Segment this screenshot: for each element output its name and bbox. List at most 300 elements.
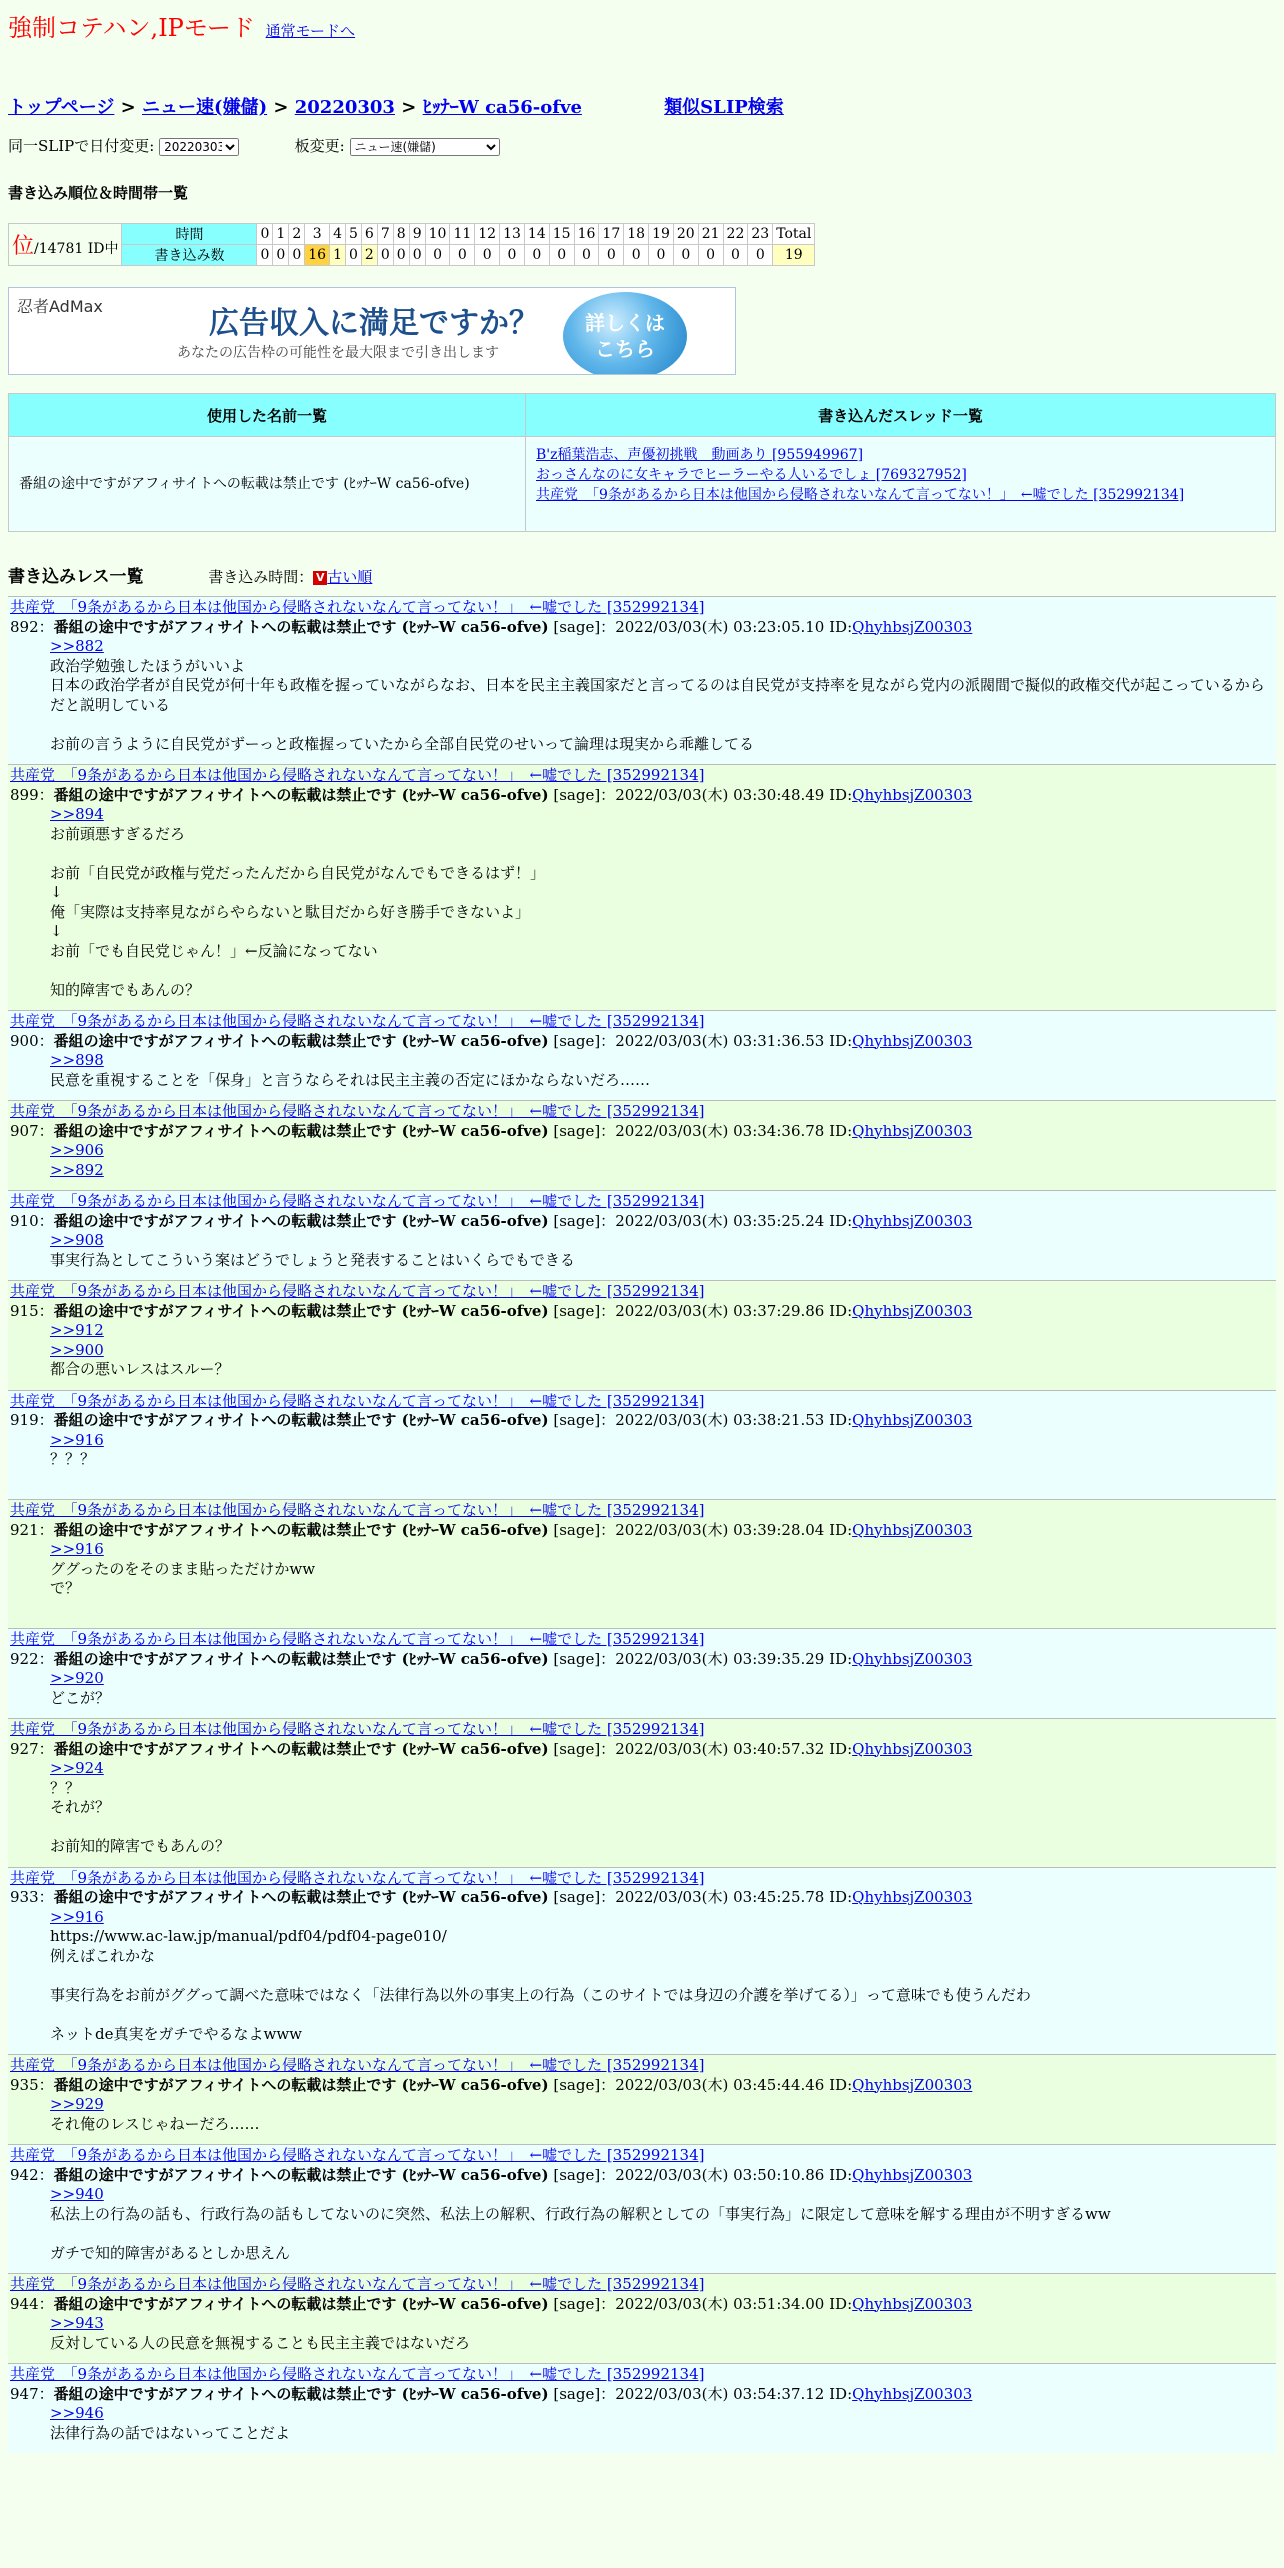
post-text-line: 事実行為としてこういう案はどうでしょうと発表することはいくらでもできる <box>50 1250 575 1269</box>
breadcrumb-top[interactable]: トップページ <box>8 97 115 118</box>
post-body <box>50 1231 1274 1270</box>
post-text-line: ネットde真実をガチでやるなよwww <box>50 2024 302 2043</box>
post-colon: ： <box>600 1888 616 1906</box>
ad-details-button[interactable] <box>563 292 687 375</box>
post-id-prefix: ID: <box>829 1121 853 1140</box>
post-thread-link[interactable]: 共産党 「9条があるから日本は他国から侵略されないなんて言ってない！」 ←嘘でした [352992134] <box>10 1282 705 1300</box>
post-colon: ： <box>38 2294 54 2313</box>
reply-anchor-link[interactable]: >>892 <box>50 1160 104 1179</box>
count-cell: 2 <box>361 245 377 266</box>
count-cell: 0 <box>346 245 362 266</box>
reply-anchor-link[interactable]: >>894 <box>50 805 104 823</box>
post-thread-link[interactable]: 共産党 「9条があるから日本は他国から侵略されないなんて言ってない！」 ←嘘でした [352992134] <box>10 1630 705 1648</box>
ad-button-line2: こちら <box>595 337 655 361</box>
post-body <box>50 1669 1274 1708</box>
hour-cell: 5 <box>346 224 362 245</box>
rank-total: /14781 ID中 <box>34 241 119 257</box>
post-text-line: お前「でも自民党じゃん！」←反論になってない <box>50 941 378 960</box>
used-name: 番組の途中ですがアフィサイトへの転載は禁止です (ﾋｯﾅｰW ca56-ofve) <box>9 437 526 532</box>
posts-title: 書き込みレス一覧 <box>8 567 144 587</box>
breadcrumb-separator: > <box>401 97 417 118</box>
post-text-line: ググったのをそのまま貼っただけかww <box>50 1559 316 1578</box>
count-total: 19 <box>773 245 815 266</box>
post-id-prefix: ID: <box>829 1301 853 1320</box>
post-name: 番組の途中ですがアフィサイトへの転載は禁止です (ﾋｯﾅｰW ca56-ofve) <box>53 1888 549 1906</box>
post-number: 900 <box>10 1031 39 1050</box>
hourly-post-table <box>8 223 815 266</box>
post-number: 907 <box>10 1121 39 1140</box>
post-sage: [sage] <box>553 1031 601 1050</box>
post-meta <box>10 1650 1274 1670</box>
post-sage: [sage] <box>553 1121 601 1140</box>
post-thread-link[interactable]: 共産党 「9条があるから日本は他国から侵略されないなんて言ってない！」 ←嘘でした [352992134] <box>10 766 705 784</box>
post-number: 922 <box>10 1649 39 1668</box>
hour-cell: 15 <box>549 224 574 245</box>
post-text-line <box>50 1818 1274 1838</box>
count-cell: 0 <box>273 245 289 266</box>
post-text-line: https://www.ac-law.jp/manual/pdf04/pdf04-page010/ <box>50 1927 447 1945</box>
names-header: 使用した名前一覧 <box>9 394 526 437</box>
post-meta <box>10 1212 1274 1232</box>
count-cell: 0 <box>450 245 475 266</box>
post-date: 2022/03/03(木) 03:45:44.46 <box>615 2075 825 2094</box>
reply-anchor-link[interactable]: >>916 <box>50 1907 104 1926</box>
post-id-prefix: ID: <box>829 1739 853 1758</box>
post-body <box>50 805 1274 1000</box>
post-colon: ： <box>38 2075 54 2094</box>
post-item <box>8 1190 1276 1280</box>
ad-title: 広告収入に満足ですか？ <box>209 306 539 341</box>
post-text-line: ↓ <box>50 922 63 940</box>
post-date: 2022/03/03(木) 03:40:57.32 <box>615 1739 825 1758</box>
count-cell: 0 <box>409 245 425 266</box>
post-text-line: お前頭悪すぎるだろ <box>50 824 186 843</box>
post-text-line: ？？ <box>50 1778 81 1797</box>
hour-cell: 1 <box>273 224 289 245</box>
reply-anchor-link[interactable]: >>943 <box>50 2314 104 2332</box>
post-name: 番組の途中ですがアフィサイトへの転載は禁止です (ﾋｯﾅｰW ca56-ofve) <box>53 1649 549 1668</box>
breadcrumb-slip[interactable]: ﾋｯﾅｰW ca56-ofve <box>422 97 582 118</box>
post-sage: [sage] <box>553 785 601 804</box>
post-name: 番組の途中ですがアフィサイトへの転載は禁止です (ﾋｯﾅｰW ca56-ofve) <box>53 785 549 804</box>
reply-anchor-link[interactable]: >>912 <box>50 1321 104 1339</box>
post-sage: [sage] <box>553 1520 601 1539</box>
post-colon: ： <box>600 2294 616 2313</box>
post-colon: ： <box>600 1520 616 1539</box>
post-colon: ： <box>38 1888 54 1906</box>
count-cell: 0 <box>549 245 574 266</box>
post-item <box>8 1718 1276 1867</box>
post-thread-link[interactable]: 共産党 「9条があるから日本は他国から侵略されないなんて言ってない！」 ←嘘でした [352992134] <box>10 2275 705 2293</box>
post-sage: [sage] <box>553 2294 601 2313</box>
ranking-heading: 書き込み順位＆時間帯一覧 <box>8 184 189 202</box>
post-body <box>50 637 1274 754</box>
post-name: 番組の途中ですがアフィサイトへの転載は禁止です (ﾋｯﾅｰW ca56-ofve) <box>53 1520 549 1539</box>
post-colon: ： <box>600 1301 616 1320</box>
count-cell: 0 <box>289 245 305 266</box>
post-id-link[interactable]: QhyhbsjZ00303 <box>852 2294 973 2313</box>
post-text-line: 例えばこれかな <box>50 1946 156 1965</box>
hour-cell: 13 <box>500 224 525 245</box>
post-body <box>50 1759 1274 1857</box>
hour-cell: 17 <box>599 224 624 245</box>
post-meta <box>10 1032 1274 1052</box>
ad-button-line1: 詳しくは <box>585 311 665 335</box>
post-meta <box>10 2385 1274 2405</box>
posts-heading <box>8 562 1276 586</box>
post-text-line: 都合の悪いレスはスルー？ <box>50 1360 230 1378</box>
post-id-link[interactable]: QhyhbsjZ00303 <box>852 1301 973 1320</box>
post-colon: ： <box>38 1211 54 1230</box>
sort-order-icon: V <box>313 571 327 585</box>
post-sage: [sage] <box>553 2384 601 2403</box>
post-id-link[interactable]: QhyhbsjZ00303 <box>852 1520 973 1539</box>
hour-cell: 22 <box>723 224 748 245</box>
hour-total-header: Total <box>773 224 815 245</box>
post-id-prefix: ID: <box>829 1649 853 1668</box>
post-id-link[interactable]: QhyhbsjZ00303 <box>852 785 973 804</box>
post-meta <box>10 1411 1274 1431</box>
post-text-line: お前の言うように自民党がずーっと政権握っていたから全部自民党のせいって論理は現実から乖離してる <box>50 734 754 753</box>
post-date: 2022/03/03(木) 03:39:35.29 <box>615 1649 825 1668</box>
post-text-line: 知的障害でもあんの？ <box>50 980 201 999</box>
post-id-link[interactable]: QhyhbsjZ00303 <box>852 1888 973 1906</box>
post-item <box>8 1867 1276 2055</box>
post-colon: ： <box>600 617 616 636</box>
post-id-link[interactable]: QhyhbsjZ00303 <box>852 1739 973 1758</box>
post-thread-link[interactable]: 共産党 「9条があるから日本は他国から侵略されないなんて言ってない！」 ←嘘でした [352992134] <box>10 2146 705 2164</box>
count-cell: 0 <box>574 245 599 266</box>
time-row-label: 時間 <box>122 224 257 245</box>
names-threads-table <box>8 393 1276 532</box>
post-colon: ： <box>600 2075 616 2094</box>
sort-oldest-link[interactable]: 古い順 <box>327 568 373 586</box>
post-text-line: ？？？ <box>50 1450 96 1468</box>
post-meta <box>10 786 1274 806</box>
post-meta <box>10 1521 1274 1541</box>
reply-anchor-link[interactable]: >>920 <box>50 1669 104 1687</box>
count-cell: 0 <box>475 245 500 266</box>
count-cell: 0 <box>393 245 409 266</box>
post-body <box>50 1540 1274 1618</box>
post-thread-link[interactable]: 共産党 「9条があるから日本は他国から侵略されないなんて言ってない！」 ←嘘でした [352992134] <box>10 1501 705 1519</box>
post-colon: ： <box>38 1649 54 1668</box>
post-body <box>50 2095 1274 2134</box>
post-meta <box>10 618 1274 638</box>
count-cell: 0 <box>257 245 273 266</box>
board-select-label: 板変更: <box>294 137 345 155</box>
hour-cell: 14 <box>524 224 549 245</box>
post-colon: ： <box>38 2165 54 2184</box>
post-name: 番組の途中ですがアフィサイトへの転載は禁止です (ﾋｯﾅｰW ca56-ofve) <box>53 617 549 636</box>
post-id-link[interactable]: QhyhbsjZ00303 <box>852 1121 973 1140</box>
post-colon: ： <box>38 617 54 636</box>
post-sage: [sage] <box>553 2075 601 2094</box>
post-body <box>50 2314 1274 2353</box>
post-item <box>8 2273 1276 2363</box>
post-text-line: 事実行為をお前がググって調べた意味ではなく「法律行為以外の事実上の行為（このサイトでは身辺の介護を挙げてる）」って意味でも使うんだわ <box>50 1985 1031 2004</box>
post-text-line <box>50 1966 1274 1986</box>
post-sage: [sage] <box>553 617 601 636</box>
hour-cell: 10 <box>425 224 450 245</box>
post-text-line <box>50 844 1274 864</box>
post-body <box>50 1051 1274 1090</box>
post-name: 番組の途中ですがアフィサイトへの転載は禁止です (ﾋｯﾅｰW ca56-ofve) <box>53 1411 549 1429</box>
breadcrumb-separator: > <box>273 97 289 118</box>
post-name: 番組の途中ですがアフィサイトへの転載は禁止です (ﾋｯﾅｰW ca56-ofve) <box>53 1211 549 1230</box>
post-number: 947 <box>10 2384 39 2403</box>
post-date: 2022/03/03(木) 03:54:37.12 <box>615 2384 825 2403</box>
hour-cell: 18 <box>624 224 649 245</box>
reply-anchor-link[interactable]: >>940 <box>50 2185 104 2203</box>
post-text-line: ガチで知的障害があるとしか思えん <box>50 2243 291 2262</box>
post-sage: [sage] <box>553 1301 601 1320</box>
post-name: 番組の途中ですがアフィサイトへの転載は禁止です (ﾋｯﾅｰW ca56-ofve) <box>53 1301 549 1320</box>
post-date: 2022/03/03(木) 03:30:48.49 <box>615 785 825 804</box>
reply-anchor-link[interactable]: >>898 <box>50 1051 104 1069</box>
post-colon: ： <box>600 1649 616 1668</box>
count-cell: 1 <box>330 245 346 266</box>
ad-logo: 忍者AdMax <box>17 297 103 316</box>
hour-cell: 3 <box>305 224 330 245</box>
post-colon: ： <box>38 1121 54 1140</box>
count-cell: 16 <box>305 245 330 266</box>
hour-cell: 19 <box>649 224 674 245</box>
similar-slip-search-link[interactable]: 類似SLIP検索 <box>664 97 784 118</box>
post-thread-link[interactable]: 共産党 「9条があるから日本は他国から侵略されないなんて言ってない！」 ←嘘でした [352992134] <box>10 1012 705 1030</box>
reply-anchor-link[interactable]: >>906 <box>50 1141 104 1159</box>
date-select[interactable] <box>159 138 239 156</box>
reply-anchor-link[interactable]: >>946 <box>50 2404 104 2422</box>
post-number: 892 <box>10 617 39 636</box>
post-id-prefix: ID: <box>829 1888 853 1906</box>
post-thread-link[interactable]: 共産党 「9条があるから日本は他国から侵略されないなんて言ってない！」 ←嘘でした [352992134] <box>10 2365 705 2383</box>
post-item <box>8 1010 1276 1100</box>
post-meta <box>10 1740 1274 1760</box>
post-item <box>8 596 1276 764</box>
board-select[interactable] <box>350 138 500 156</box>
post-id-link[interactable]: QhyhbsjZ00303 <box>852 2075 973 2094</box>
hour-cell: 2 <box>289 224 305 245</box>
post-colon: ： <box>600 785 616 804</box>
normal-mode-link[interactable]: 通常モードへ <box>265 22 356 40</box>
post-thread-link[interactable]: 共産党 「9条があるから日本は他国から侵略されないなんて言ってない！」 ←嘘でした [352992134] <box>10 1868 705 1887</box>
post-name: 番組の途中ですがアフィサイトへの転載は禁止です (ﾋｯﾅｰW ca56-ofve) <box>53 2384 549 2403</box>
ad-banner[interactable] <box>8 287 736 375</box>
hour-cell: 23 <box>748 224 773 245</box>
reply-anchor-link[interactable]: >>916 <box>50 1540 104 1558</box>
count-cell: 0 <box>673 245 698 266</box>
post-colon: ： <box>600 1121 616 1140</box>
thread-list <box>526 437 1276 532</box>
post-text-line: 政治学勉強したほうがいいよ <box>50 656 246 675</box>
post-id-link[interactable]: QhyhbsjZ00303 <box>852 2165 973 2184</box>
count-cell: 0 <box>500 245 525 266</box>
post-number: 899 <box>10 785 39 804</box>
post-date: 2022/03/03(木) 03:35:25.24 <box>615 1211 825 1230</box>
post-number: 915 <box>10 1301 39 1320</box>
count-cell: 0 <box>624 245 649 266</box>
post-thread-link[interactable]: 共産党 「9条があるから日本は他国から侵略されないなんて言ってない！」 ←嘘でした [352992134] <box>10 2056 705 2074</box>
post-meta <box>10 1302 1274 1322</box>
post-text-line: で？ <box>50 1579 81 1597</box>
post-date: 2022/03/03(木) 03:37:29.86 <box>615 1301 825 1320</box>
hour-cell: 4 <box>330 224 346 245</box>
post-body <box>50 1431 1274 1490</box>
post-name: 番組の途中ですがアフィサイトへの転載は禁止です (ﾋｯﾅｰW ca56-ofve) <box>53 1121 549 1140</box>
post-text-line: どこが？ <box>50 1688 111 1707</box>
breadcrumb-date[interactable]: 20220303 <box>294 97 395 118</box>
breadcrumb <box>8 93 1276 119</box>
post-colon: ： <box>600 1739 616 1758</box>
post-list <box>8 596 1276 2453</box>
post-date: 2022/03/03(木) 03:51:34.00 <box>615 2294 825 2313</box>
breadcrumb-board[interactable]: ニュー速(嫌儲) <box>142 97 268 118</box>
hour-cell: 21 <box>698 224 723 245</box>
post-thread-link[interactable]: 共産党 「9条があるから日本は他国から侵略されないなんて言ってない！」 ←嘘でした [352992134] <box>10 1102 705 1120</box>
post-text-line: ↓ <box>50 883 63 901</box>
post-colon: ： <box>38 1031 54 1050</box>
post-id-prefix: ID: <box>829 1411 853 1429</box>
post-date: 2022/03/03(木) 03:23:05.10 <box>615 617 825 636</box>
post-id-link[interactable]: QhyhbsjZ00303 <box>852 1649 973 1668</box>
date-select-label: 同一SLIPで日付変更: <box>8 137 155 155</box>
post-item <box>8 2363 1276 2453</box>
post-date: 2022/03/03(木) 03:38:21.53 <box>615 1411 825 1429</box>
post-id-prefix: ID: <box>829 2165 853 2184</box>
post-body <box>50 2185 1274 2263</box>
post-date: 2022/03/03(木) 03:50:10.86 <box>615 2165 825 2184</box>
post-text-line: 私法上の行為の話も、行政行為の話もしてないのに突然、私法上の解釈、行政行為の解釈としての「事実行為」に限定して意味を解する理由が不明すぎるww <box>50 2204 1111 2223</box>
post-number: 910 <box>10 1211 39 1230</box>
post-sage: [sage] <box>553 2165 601 2184</box>
post-item <box>8 1100 1276 1190</box>
count-cell: 0 <box>723 245 748 266</box>
thread-link[interactable]: 共産党 「9条があるから日本は他国から侵略されないなんて言ってない！」 ←嘘でした [352992134] <box>536 487 1185 503</box>
reply-anchor-link[interactable]: >>900 <box>50 1340 104 1359</box>
post-number: 921 <box>10 1520 39 1539</box>
post-sage: [sage] <box>553 1739 601 1758</box>
hour-cell: 16 <box>574 224 599 245</box>
post-name: 番組の途中ですがアフィサイトへの転載は禁止です (ﾋｯﾅｰW ca56-ofve) <box>53 2294 549 2313</box>
post-meta <box>10 2295 1274 2315</box>
post-thread-link[interactable]: 共産党 「9条があるから日本は他国から侵略されないなんて言ってない！」 ←嘘でした [352992134] <box>10 598 705 616</box>
post-item <box>8 2054 1276 2144</box>
count-cell: 0 <box>649 245 674 266</box>
thread-link[interactable]: B'z稲葉浩志、声優初挑戦 動画あり [955949967] <box>536 447 864 463</box>
post-id-prefix: ID: <box>829 617 853 636</box>
post-id-prefix: ID: <box>829 2294 853 2313</box>
post-meta <box>10 1888 1274 1908</box>
post-thread-link[interactable]: 共産党 「9条があるから日本は他国から侵略されないなんて言ってない！」 ←嘘でした [352992134] <box>10 1192 705 1210</box>
post-id-prefix: ID: <box>829 1211 853 1230</box>
post-number: 944 <box>10 2294 39 2313</box>
reply-anchor-link[interactable]: >>929 <box>50 2095 104 2113</box>
post-text-line <box>50 2005 1274 2025</box>
count-cell: 0 <box>425 245 450 266</box>
post-item <box>8 2144 1276 2273</box>
hour-cell: 12 <box>475 224 500 245</box>
count-cell: 0 <box>698 245 723 266</box>
post-id-prefix: ID: <box>829 1520 853 1539</box>
post-name: 番組の途中ですがアフィサイトへの転載は禁止です (ﾋｯﾅｰW ca56-ofve) <box>53 2075 549 2094</box>
reply-anchor-link[interactable]: >>924 <box>50 1759 104 1777</box>
post-body <box>50 2404 1274 2443</box>
post-date: 2022/03/03(木) 03:31:36.53 <box>615 1031 825 1050</box>
post-id-prefix: ID: <box>829 2384 853 2403</box>
post-body <box>50 1908 1274 2045</box>
post-id-link[interactable]: QhyhbsjZ00303 <box>852 2384 973 2403</box>
post-date: 2022/03/03(木) 03:34:36.78 <box>615 1121 825 1140</box>
post-colon: ： <box>38 2384 54 2403</box>
reply-anchor-link[interactable]: >>882 <box>50 637 104 655</box>
hour-cell: 20 <box>673 224 698 245</box>
mode-bar <box>8 8 1276 48</box>
post-meta <box>10 2166 1274 2186</box>
count-cell: 0 <box>748 245 773 266</box>
post-item <box>8 1280 1276 1390</box>
post-thread-link[interactable]: 共産党 「9条があるから日本は他国から侵略されないなんて言ってない！」 ←嘘でした [352992134] <box>10 1391 705 1410</box>
post-thread-link[interactable]: 共産党 「9条があるから日本は他国から侵略されないなんて言ってない！」 ←嘘でした [352992134] <box>10 1720 705 1738</box>
hour-cell: 0 <box>257 224 273 245</box>
post-text-line <box>50 1470 1274 1490</box>
sort-time-label: 書き込み時間： <box>208 568 314 586</box>
post-id-prefix: ID: <box>829 2075 853 2094</box>
post-sage: [sage] <box>553 1211 601 1230</box>
hour-cell: 7 <box>377 224 393 245</box>
breadcrumb-separator: > <box>120 97 136 118</box>
reply-anchor-link[interactable]: >>908 <box>50 1231 104 1249</box>
post-colon: ： <box>600 1031 616 1050</box>
post-colon: ： <box>38 1411 54 1429</box>
post-id-prefix: ID: <box>829 785 853 804</box>
post-id-link[interactable]: QhyhbsjZ00303 <box>852 1031 973 1050</box>
post-number: 933 <box>10 1888 39 1906</box>
hour-cell: 11 <box>450 224 475 245</box>
post-id-link[interactable]: QhyhbsjZ00303 <box>852 617 973 636</box>
count-cell: 0 <box>377 245 393 266</box>
post-colon: ： <box>38 1301 54 1320</box>
post-text-line <box>50 1599 1274 1619</box>
rank-mark: 位 <box>12 234 35 259</box>
post-number: 927 <box>10 1739 39 1758</box>
hour-cell: 6 <box>361 224 377 245</box>
post-item <box>8 1390 1276 1500</box>
post-id-link[interactable]: QhyhbsjZ00303 <box>852 1411 973 1429</box>
rank-cell <box>9 224 122 266</box>
threads-header: 書き込んだスレッド一覧 <box>526 394 1276 437</box>
post-colon: ： <box>600 1411 616 1429</box>
post-text-line <box>50 2224 1274 2244</box>
post-meta <box>10 1122 1274 1142</box>
post-text-line: 法律行為の話ではないってことだよ <box>50 2423 291 2442</box>
post-id-prefix: ID: <box>829 1031 853 1050</box>
post-sage: [sage] <box>553 1411 601 1429</box>
post-id-link[interactable]: QhyhbsjZ00303 <box>852 1211 973 1230</box>
reply-anchor-link[interactable]: >>916 <box>50 1430 104 1449</box>
post-name: 番組の途中ですがアフィサイトへの転載は禁止です (ﾋｯﾅｰW ca56-ofve) <box>53 1739 549 1758</box>
post-body <box>50 1321 1274 1380</box>
thread-link[interactable]: おっさんなのに女キャラでヒーラーやる人いるでしょ [769327952] <box>536 467 967 483</box>
post-text-line: お前「自民党が政権与党だったんだから自民党がなんでもできるはず！」 <box>50 863 546 882</box>
selectors <box>8 135 1276 156</box>
post-sage: [sage] <box>553 1888 601 1906</box>
post-number: 919 <box>10 1411 39 1429</box>
count-cell: 0 <box>599 245 624 266</box>
post-text-line: それが？ <box>50 1798 111 1816</box>
post-date: 2022/03/03(木) 03:39:28.04 <box>615 1520 825 1539</box>
post-item <box>8 1628 1276 1718</box>
